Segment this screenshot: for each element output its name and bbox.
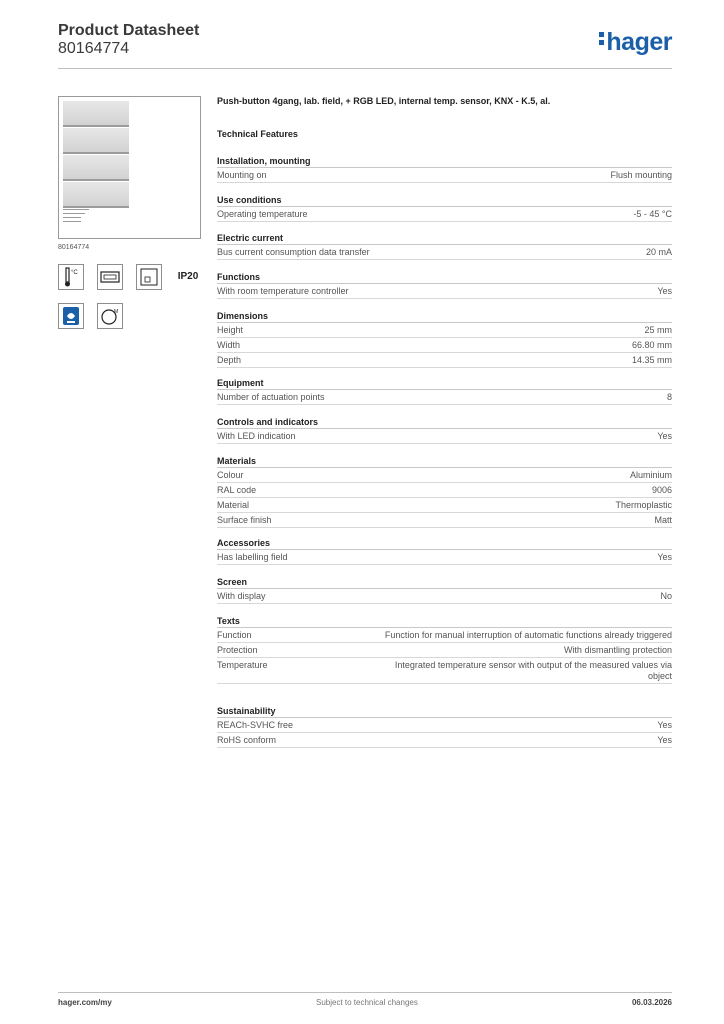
spec-label: RoHS conform bbox=[217, 735, 277, 745]
spec-value: Yes bbox=[657, 286, 672, 296]
spec-section-installation bbox=[217, 156, 672, 183]
spec-row bbox=[217, 718, 672, 733]
page-title: Product Datasheet bbox=[58, 22, 200, 39]
spec-label: Material bbox=[217, 500, 250, 510]
section-title: Electric current bbox=[217, 233, 672, 245]
section-title: Controls and indicators bbox=[217, 417, 672, 429]
spec-row bbox=[217, 429, 672, 444]
product-image bbox=[58, 96, 201, 239]
spec-label: With LED indication bbox=[217, 431, 296, 441]
spec-label: REACh-SVHC free bbox=[217, 720, 294, 730]
image-caption: 80164774 bbox=[58, 244, 90, 251]
spec-value: Aluminium bbox=[629, 470, 672, 480]
spec-value: 66.80 mm bbox=[631, 340, 672, 350]
spec-value: No bbox=[660, 591, 672, 601]
spec-value: Matt bbox=[654, 515, 672, 525]
spec-row bbox=[217, 168, 672, 183]
section-title: Equipment bbox=[217, 378, 672, 390]
certification-icons-row-1 bbox=[58, 264, 201, 290]
spec-row bbox=[217, 643, 672, 658]
spec-row bbox=[217, 207, 672, 222]
spec-section-texts bbox=[217, 616, 672, 684]
spec-row bbox=[217, 733, 672, 748]
article-number: 80164774 bbox=[58, 40, 130, 57]
spec-row bbox=[217, 284, 672, 299]
knx-device-icon bbox=[97, 264, 123, 290]
spec-value: Yes bbox=[657, 720, 672, 730]
spec-label: Mounting on bbox=[217, 170, 267, 180]
spec-label: Number of actuation points bbox=[217, 392, 325, 402]
spec-value: Yes bbox=[657, 735, 672, 745]
spec-label: Has labelling field bbox=[217, 552, 288, 562]
certification-icons-row-2 bbox=[58, 303, 123, 329]
spec-row bbox=[217, 550, 672, 565]
header-divider bbox=[58, 68, 672, 69]
section-title: Use conditions bbox=[217, 195, 672, 207]
section-title: Sustainability bbox=[217, 706, 672, 718]
svg-text:°C: °C bbox=[71, 270, 78, 276]
spec-row bbox=[217, 323, 672, 338]
spec-label: Protection bbox=[217, 645, 258, 655]
spec-row bbox=[217, 589, 672, 604]
product-image-lines bbox=[63, 209, 89, 225]
spec-section-functions bbox=[217, 272, 672, 299]
spec-label: Bus current consumption data transfer bbox=[217, 247, 370, 257]
spec-section-dimensions bbox=[217, 311, 672, 368]
spec-section-electric-current bbox=[217, 233, 672, 260]
section-title: Installation, mounting bbox=[217, 156, 672, 168]
spec-value: Flush mounting bbox=[610, 170, 672, 180]
footer-notice: Subject to technical changes bbox=[316, 998, 418, 1007]
spec-row bbox=[217, 468, 672, 483]
spec-label: Temperature bbox=[217, 660, 268, 670]
spec-value: Yes bbox=[657, 431, 672, 441]
hager-logo bbox=[599, 28, 672, 57]
spec-value: 20 mA bbox=[645, 247, 672, 257]
spec-label: With room temperature controller bbox=[217, 286, 349, 296]
spec-section-use-conditions bbox=[217, 195, 672, 222]
push-button-panel-illustration bbox=[63, 101, 129, 207]
spec-label: Surface finish bbox=[217, 515, 272, 525]
footer-date: 06.03.2026 bbox=[631, 998, 672, 1007]
spec-row bbox=[217, 338, 672, 353]
spec-row bbox=[217, 245, 672, 260]
section-title: Materials bbox=[217, 456, 672, 468]
logo-dots-icon bbox=[599, 29, 605, 48]
footer-website-link[interactable]: hager.com/my bbox=[58, 998, 112, 1007]
page-header bbox=[58, 22, 672, 70]
logo-text: hager bbox=[606, 28, 672, 56]
spec-value: 25 mm bbox=[644, 325, 672, 335]
spec-label: With display bbox=[217, 591, 266, 601]
product-description: Push-button 4gang, lab. field, + RGB LED, internal temp. sensor, KNX - K.5, al. bbox=[217, 96, 551, 106]
spec-row bbox=[217, 483, 672, 498]
section-title: Functions bbox=[217, 272, 672, 284]
spec-label: Function bbox=[217, 630, 252, 640]
spec-label: Height bbox=[217, 325, 244, 335]
spec-label: RAL code bbox=[217, 485, 257, 495]
spec-section-accessories bbox=[217, 538, 672, 565]
energy-label-icon bbox=[58, 303, 84, 329]
technical-features-heading: Technical Features bbox=[217, 129, 298, 139]
thermometer-celsius-icon bbox=[58, 264, 84, 290]
spec-label: Colour bbox=[217, 470, 244, 480]
temperature-sensor-icon bbox=[97, 303, 123, 329]
spec-value: Function for manual interruption of automatic functions already triggered bbox=[384, 630, 672, 640]
spec-section-equipment bbox=[217, 378, 672, 405]
flush-mount-icon bbox=[136, 264, 162, 290]
section-title: Screen bbox=[217, 577, 672, 589]
spec-value: Integrated temperature sensor with output of the measured values via object bbox=[394, 660, 672, 681]
spec-section-screen bbox=[217, 577, 672, 604]
spec-row bbox=[217, 390, 672, 405]
product-summary bbox=[217, 96, 672, 140]
spec-row bbox=[217, 498, 672, 513]
spec-row bbox=[217, 513, 672, 528]
spec-section-controls bbox=[217, 417, 672, 444]
spec-section-materials bbox=[217, 456, 672, 528]
svg-text:M: M bbox=[114, 309, 119, 315]
spec-label: Depth bbox=[217, 355, 242, 365]
footer-divider bbox=[58, 992, 672, 993]
spec-value: 14.35 mm bbox=[631, 355, 672, 365]
spec-value: -5 - 45 °C bbox=[633, 209, 672, 219]
ip-rating-label: IP20 bbox=[177, 271, 199, 282]
spec-label: Width bbox=[217, 340, 241, 350]
section-title: Texts bbox=[217, 616, 672, 628]
section-title: Accessories bbox=[217, 538, 672, 550]
spec-section-sustainability bbox=[217, 706, 672, 748]
spec-value: With dismantling protection bbox=[563, 645, 672, 655]
spec-value: Yes bbox=[657, 552, 672, 562]
spec-row bbox=[217, 628, 672, 643]
spec-row bbox=[217, 353, 672, 368]
spec-value: 9006 bbox=[651, 485, 672, 495]
spec-value: Thermoplastic bbox=[615, 500, 672, 510]
spec-value: 8 bbox=[666, 392, 672, 402]
spec-label: Operating temperature bbox=[217, 209, 308, 219]
section-title: Dimensions bbox=[217, 311, 672, 323]
spec-row bbox=[217, 658, 672, 684]
